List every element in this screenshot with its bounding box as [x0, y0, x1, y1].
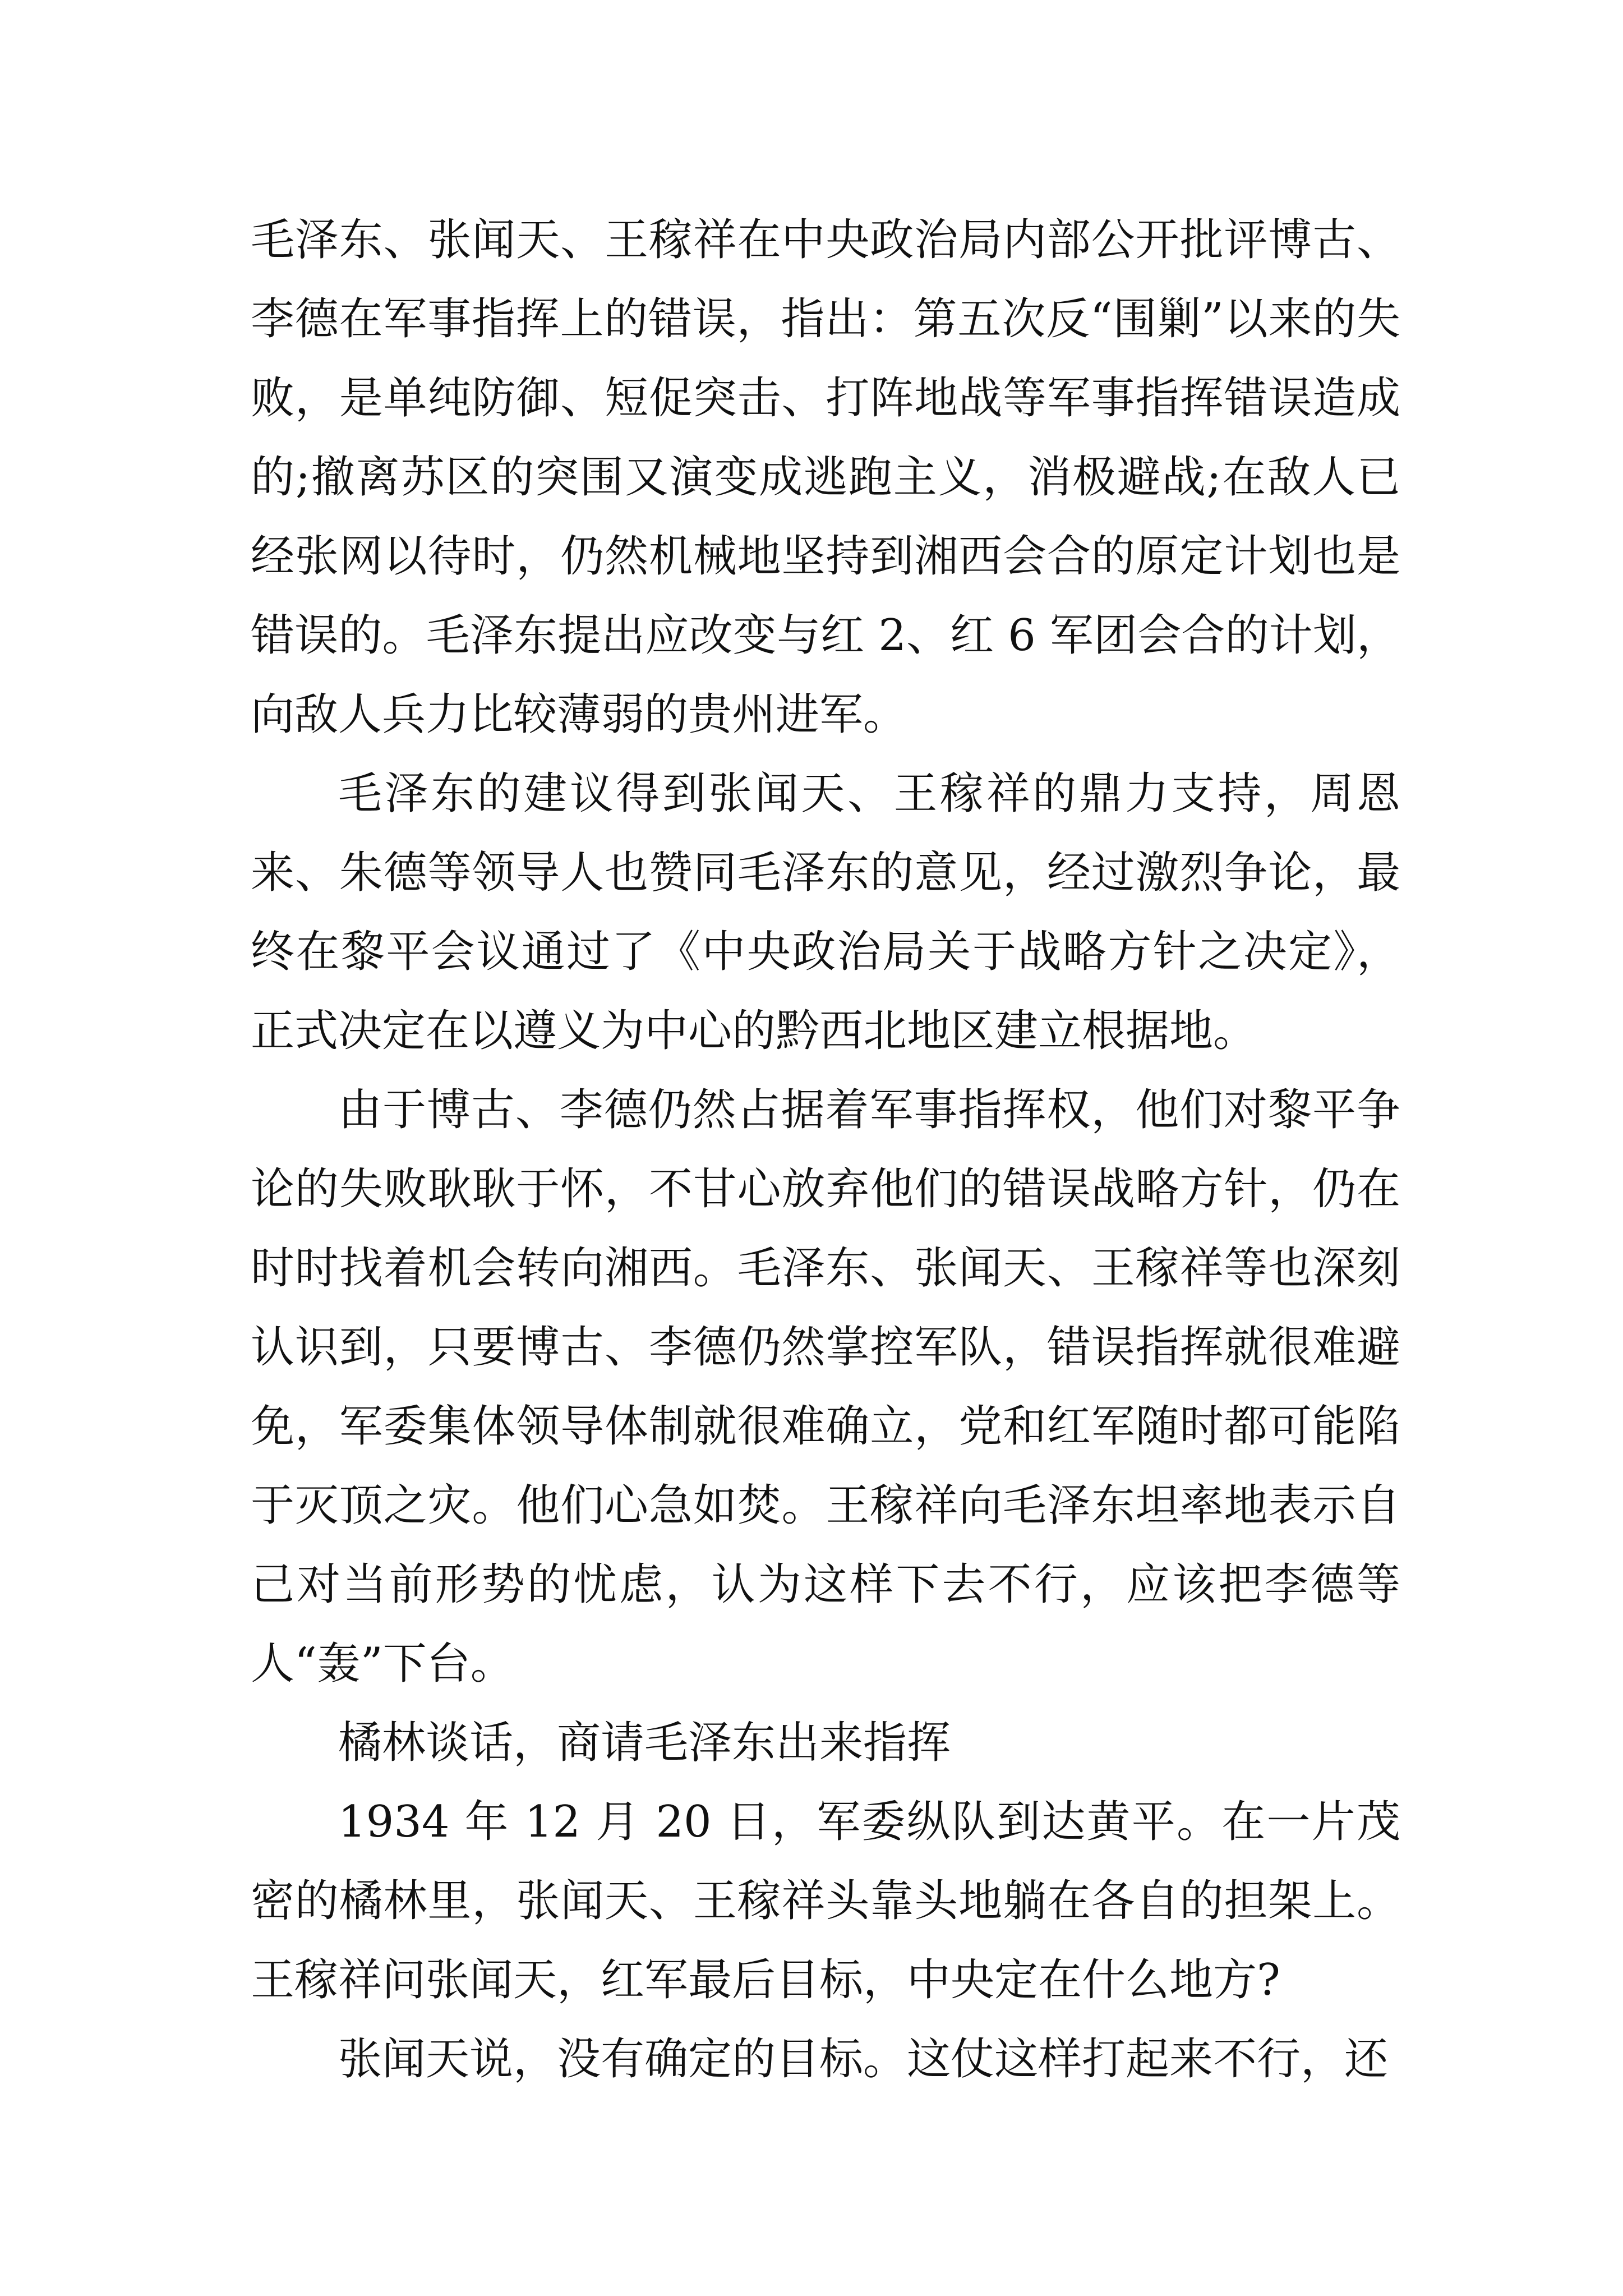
section-heading-orange-grove: 橘林谈话，商请毛泽东出来指挥	[338, 1718, 951, 1768]
body-text	[251, 201, 1400, 2099]
paragraph-criticism: 毛泽东、张闻天、王稼祥在中央政治局内部公开批评博古、李德在军事指挥上的错误，指出：第五次反“围剿”以来的失败，是单纯防御、短促突击、打阵地战等军事指挥错误造成的;撤离苏区的突围又演变成逃跑主义，消极避战;在敌人已经张网以待时，仍然机械地坚持到湘西会合的原定计划也是错误的。毛泽东提出应改变与红 2、红 6 军团会合的计划，向敌人兵力比较薄弱的贵州进军。	[251, 215, 1400, 740]
paragraph-zhang-wentian-reply: 张闻天说，没有确定的目标。这仗这样打起来不行，还	[338, 2034, 1389, 2085]
paragraph-command-dispute: 由于博古、李德仍然占据着军事指挥权，他们对黎平争论的失败耿耿于怀，不甘心放弃他们的错误战略方针，仍在时时找着机会转向湘西。毛泽东、张闻天、王稼祥等也深刻认识到，只要博古、李德仍然掌控军队，错误指挥就很难避免，军委集体领导体制就很难确立，党和红军随时都可能陷于灭顶之灾。他们心急如焚。王稼祥向毛泽东坦率地表示自己对当前形势的忧虑，认为这样下去不行，应该把李德等人“轰”下台。	[251, 1085, 1400, 1689]
paragraph-liping-meeting: 毛泽东的建议得到张闻天、王稼祥的鼎力支持，周恩来、朱德等领导人也赞同毛泽东的意见，经过激烈争论，最终在黎平会议通过了《中央政治局关于战略方针之决定》，正式决定在以遵义为中心的黔西北地区建立根据地。	[251, 769, 1400, 1056]
paragraph-huangping: 1934 年 12 月 20 日，军委纵队到达黄平。在一片茂密的橘林里，张闻天、王稼祥头靠头地躺在各自的担架上。王稼祥问张闻天，红军最后目标，中央定在什么地方?	[251, 1797, 1400, 2005]
